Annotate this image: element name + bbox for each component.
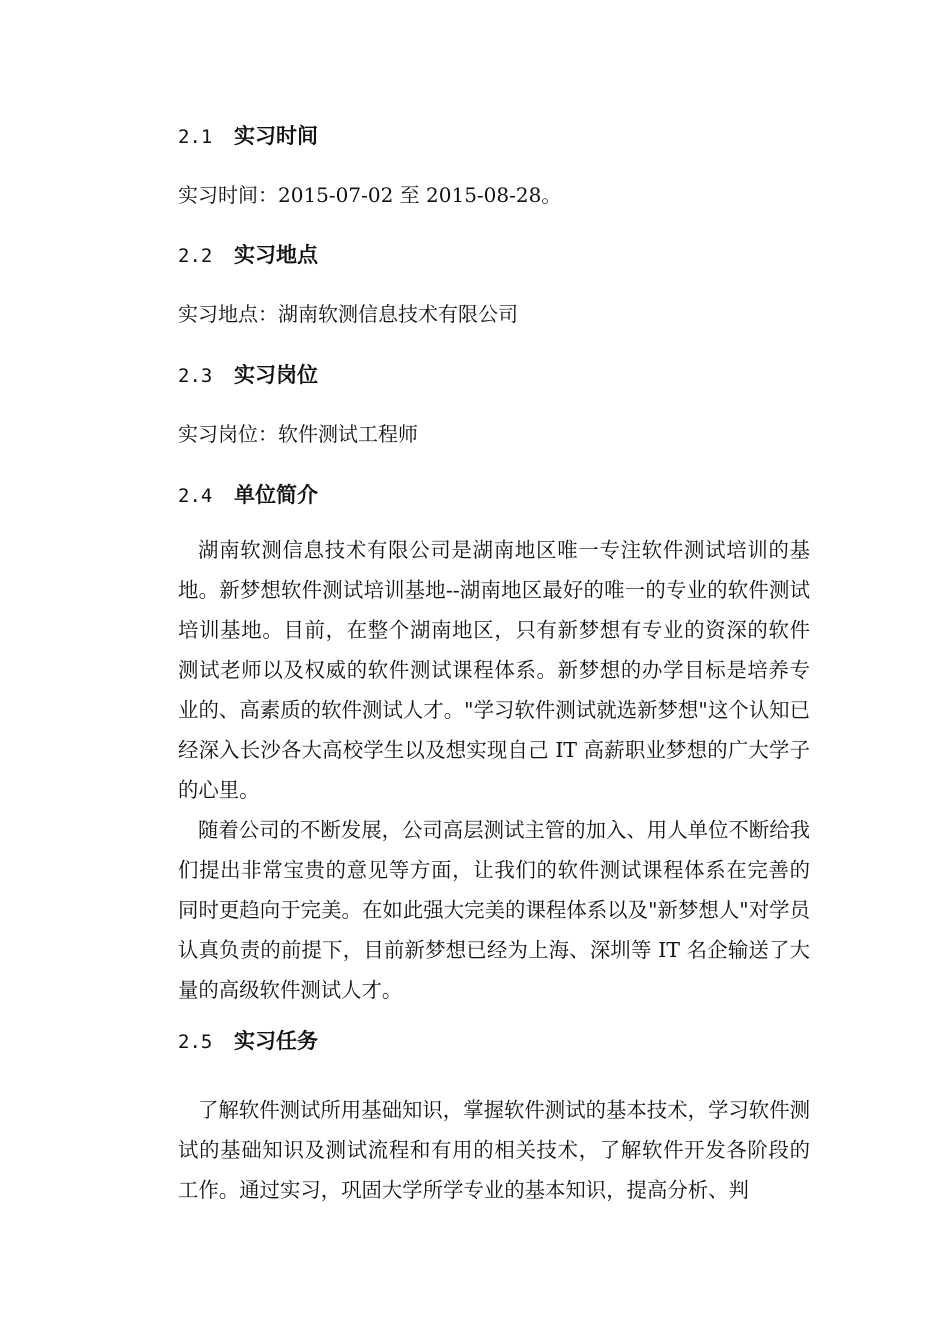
section-title: 单位简介	[234, 483, 318, 507]
section-title: 实习任务	[234, 1029, 318, 1053]
internship-task-paragraph: 了解软件测试所用基础知识，掌握软件测试的基本技术，学习软件测试的基础知识及测试流程和有用的相关技术，了解软件开发各阶段的工作。通过实习，巩固大学所学专业的基本知识，提高分析、判	[178, 1098, 810, 1202]
section-number: 2.1	[178, 126, 213, 148]
company-intro-paragraph-1: 湖南软测信息技术有限公司是湖南地区唯一专注软件测试培训的基地。新梦想软件测试培训基地--湖南地区最好的唯一的专业的软件测试培训基地。目前，在整个湖南地区，只有新梦想有专业的资深的软件测试老师以及权威的软件测试课程体系。新梦想的办学目标是培养专业的、高素质的软件测试人才。"学习软件测试就选新梦想"这个认知已经深入长沙各大高校学生以及想实现自己 IT 高薪职业梦想的广大学子的心里。	[178, 538, 810, 802]
section-heading-2-5	[178, 1027, 318, 1056]
section-heading-2-4	[178, 481, 318, 510]
company-intro-paragraph-2: 随着公司的不断发展，公司高层测试主管的加入、用人单位不断给我们提出非常宝贵的意见等方面，让我们的软件测试课程体系在完善的同时更趋向于完美。在如此强大完美的课程体系以及"新梦想人"对学员认真负责的前提下，目前新梦想已经为上海、深圳等 IT 名企输送了大量的高级软件测试人才。	[178, 818, 810, 1002]
section-heading-2-2	[178, 241, 318, 270]
section-heading-2-3	[178, 361, 318, 390]
section-title: 实习地点	[234, 243, 318, 267]
internship-position-line: 实习岗位：软件测试工程师	[178, 422, 418, 446]
section-number: 2.4	[178, 485, 213, 507]
section-title: 实习时间	[234, 124, 318, 148]
section-title: 实习岗位	[234, 363, 318, 387]
internship-location-line: 实习地点：湖南软测信息技术有限公司	[178, 302, 518, 326]
section-number: 2.5	[178, 1031, 213, 1053]
section-heading-2-1	[178, 122, 318, 151]
section-number: 2.2	[178, 245, 213, 267]
internship-time-line: 实习时间：2015-07-02 至 2015-08-28。	[178, 183, 562, 207]
section-number: 2.3	[178, 365, 213, 387]
